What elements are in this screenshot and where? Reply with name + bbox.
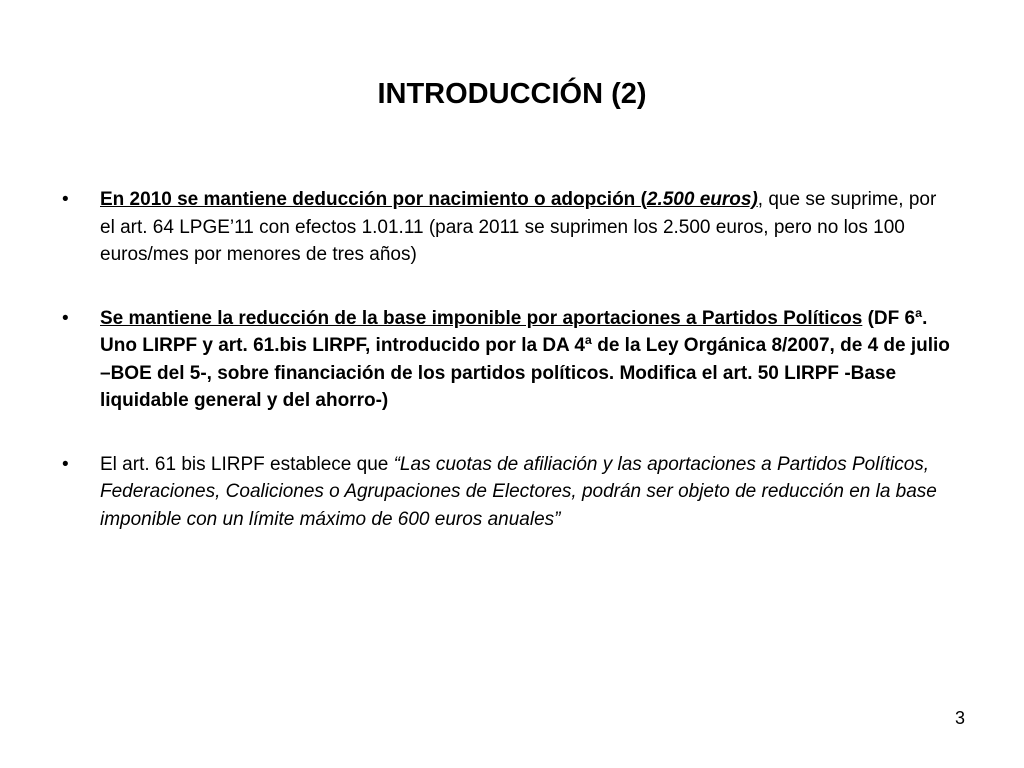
bullet-lead-text: El art. 61 bis LIRPF establece que	[100, 453, 394, 475]
bullet-item-partidos-politicos	[62, 305, 952, 415]
bullet-quote-text: “Las cuotas de afiliación y las aportaciones a Partidos Políticos, Federaciones, Coaliciones o Agrupaciones de Electores, podrán ser objeto de reducción en la base imponible con un límite máximo de 600 euros anuales”	[100, 453, 937, 530]
bullet-emphasis-text: 2.500 euros)	[646, 189, 758, 210]
page-number: 3	[954, 708, 965, 728]
bullet-body-text: (DF 6ª. Uno LIRPF y art. 61.bis LIRPF, introducido por la DA 4ª de la Ley Orgánica 8/2007, de 4 de julio –BOE del 5-, sobre financiación de los partidos políticos. Modifica el art. 50 LIRPF -Base liquidable general y del ahorro-)	[100, 307, 950, 411]
bullet-dot: •	[62, 453, 69, 475]
bullet-dot: •	[62, 307, 69, 329]
bullet-item-art-61-bis	[62, 451, 952, 534]
bullet-lead-text: En 2010 se mantiene deducción por nacimiento o adopción (	[100, 189, 647, 210]
bullet-dot: •	[62, 189, 69, 210]
bullet-body-text: , que se suprime, por el art. 64 LPGE’11 con efectos 1.01.11 (para 2011 se suprimen los 2.500 euros, pero no los 100 euros/mes por menores de tres años)	[100, 189, 937, 265]
bullet-lead-text: Se mantiene la reducción de la base imponible por aportaciones a Partidos Políticos	[100, 307, 863, 329]
slide-title: INTRODUCCIÓN (2)	[377, 78, 647, 110]
bullet-list	[62, 186, 952, 533]
bullet-item-deduccion-nacimiento	[62, 186, 952, 269]
